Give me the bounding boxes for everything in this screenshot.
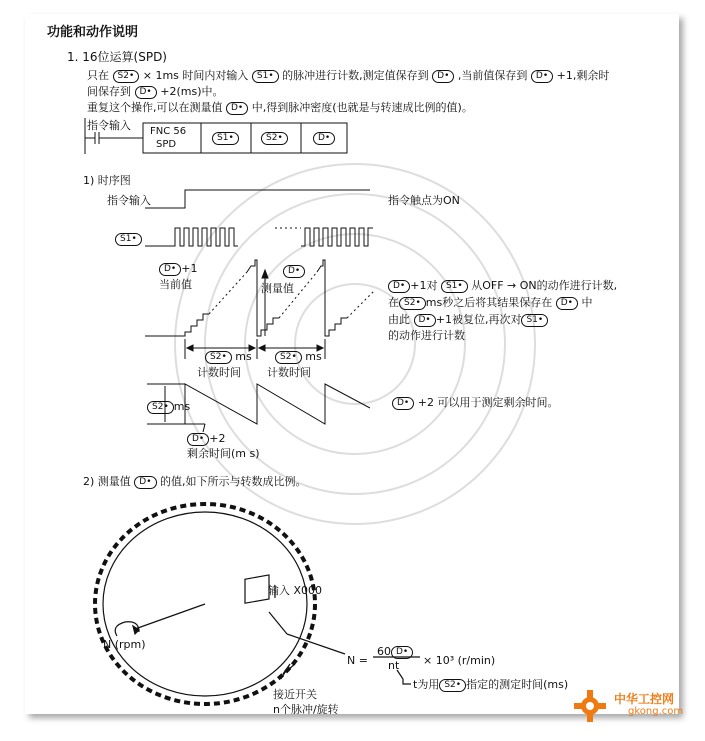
fnc-label: FNC 56 — [150, 126, 187, 137]
d-token: D• — [187, 433, 209, 446]
d-plus2-label: D• +2 — [187, 432, 225, 446]
d-token: D• — [392, 397, 414, 410]
s2-token: S2• — [205, 351, 232, 364]
d-token: D• — [226, 102, 248, 115]
watermark-cn: 中华工控网 — [614, 692, 675, 706]
note-line-1: D• +1对 S1• 从OFF → ON的动作进行计数, — [388, 279, 617, 293]
s1-token: S1• — [521, 314, 548, 327]
watermark-en: gkong.com — [628, 706, 684, 717]
para-line-2: 间保存到 D• +2(ms)中。 — [87, 85, 224, 98]
note-line-2: 在 S2• ms秒之后将其结果保存在 D• 中 — [388, 296, 593, 309]
para-line-3: 重复这个操作,可以在测量值 D• 中,得到脉冲密度(也就是与转速成比例的值)。 — [87, 101, 473, 114]
document-page — [25, 14, 679, 714]
note-line-4: 的动作进行计数 — [388, 329, 465, 342]
remaining-note: D• +2 可以用于测定剩余时间。 — [392, 396, 558, 410]
remaining-time-label: 剩余时间(m s) — [187, 447, 260, 460]
d-plus1-label: D• +1 — [159, 262, 197, 276]
spd-label: SPD — [156, 139, 177, 150]
d-token: D• — [283, 265, 305, 278]
s1-token: S1• — [212, 132, 239, 145]
formula-unit: × 10³ (r/min) — [423, 654, 496, 667]
s1-token: S1• — [441, 280, 468, 293]
note-line-3: 由此 D• +1被复位,再次对 S1• — [388, 313, 548, 327]
input-x000-label: 输入 X000 — [268, 584, 323, 597]
d-token: D• — [134, 476, 156, 489]
sensor-label: 接近开关 — [273, 688, 317, 701]
d-token: D• — [531, 70, 553, 83]
count-time-1: S2• ms — [205, 350, 252, 364]
t-note: t为用 S2• 指定的测定时间(ms) — [413, 678, 569, 691]
s2-ms-label: S2• ms — [147, 400, 190, 414]
gear-sensor-diagram — [25, 14, 679, 714]
s1-token: S1• — [115, 233, 142, 246]
gear-icon — [570, 688, 610, 724]
count-time-2: S2• ms — [275, 350, 322, 364]
ladder-input-label: 指令输入 — [87, 119, 131, 132]
sensor-pulses-label: n个脉冲/旋转 — [273, 703, 339, 714]
watermark-logo — [570, 688, 700, 724]
contact-on-label: 指令触点为ON — [388, 194, 460, 207]
timing-title: 1) 时序图 — [83, 174, 131, 187]
d-token: D• — [313, 132, 335, 145]
formula-denominator: nt — [388, 659, 400, 672]
d-token: D• — [556, 297, 578, 310]
count-time-label-1: 计数时间 — [197, 366, 241, 379]
heading-spd: 1. 16位运算(SPD) — [67, 50, 167, 64]
d-token: D• — [135, 86, 157, 99]
para-line-1: 只在 S2• × 1ms 时间内对输入 S1• 的脉冲进行计数,测定值保存到 D• ,当前值保存到 D• +1,剩余时 — [87, 69, 610, 82]
s2-token: S2• — [275, 351, 302, 364]
formula-n: N = — [347, 654, 368, 667]
s2-token: S2• — [147, 401, 174, 414]
s2-token: S2• — [261, 132, 288, 145]
d-token: D• — [159, 263, 181, 276]
d-token: D• — [414, 314, 436, 327]
s1-token: S1• — [252, 70, 279, 83]
timing-input-label: 指令输入 — [107, 194, 151, 207]
s2-token: S2• — [113, 70, 140, 83]
d-token: D• — [388, 280, 410, 293]
n-rpm-label: N (rpm) — [103, 638, 146, 651]
formula-numerator: 60 D• — [377, 645, 413, 659]
d-token: D• — [391, 646, 413, 659]
current-value-label: 当前值 — [159, 278, 192, 291]
d-token: D• — [432, 70, 454, 83]
s2-token: S2• — [399, 297, 426, 310]
count-time-label-2: 计数时间 — [267, 366, 311, 379]
section-title: 功能和动作说明 — [47, 25, 139, 40]
section2-title: 2) 测量值 D• 的值,如下所示与转数成比例。 — [83, 475, 307, 488]
s2-token: S2• — [439, 679, 466, 692]
measured-value-label: 测量值 — [261, 282, 294, 295]
